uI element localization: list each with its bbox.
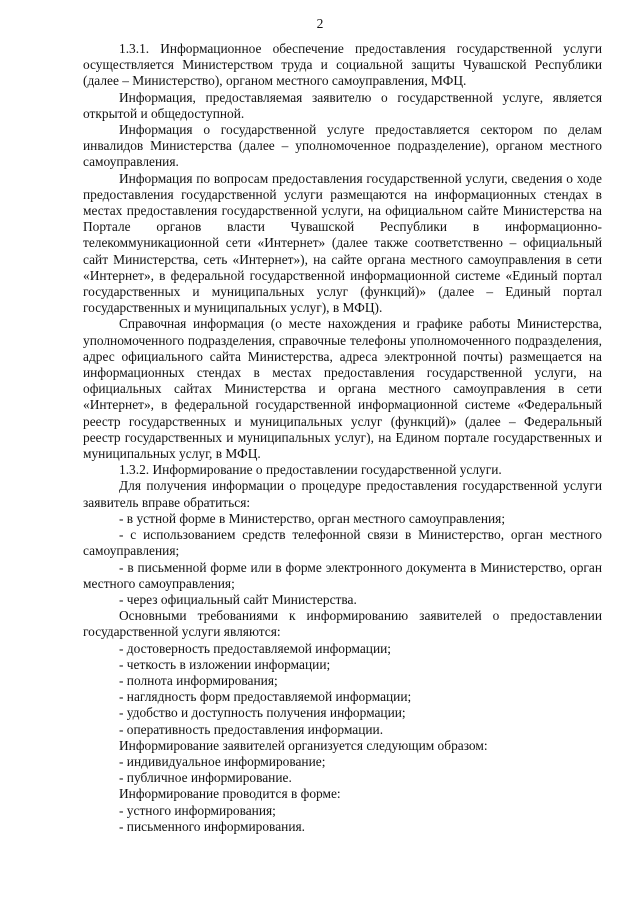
list-item: - четкость в изложении информации;	[119, 656, 331, 672]
paragraph-how-to-apply: Для получения информации о процедуре предоставления государственной услуги заявитель вправе обратиться:	[83, 478, 602, 510]
list-item: - индивидуальное информирование;	[119, 753, 326, 769]
paragraph-info-provider: Информация о государственной услуге предоставляется сектором по делам инвалидов Министерства (далее – уполномоченное подразделение), органом местного самоуправления.	[83, 122, 602, 170]
paragraph-reference-info: Справочная информация (о месте нахождения и графике работы Министерства, уполномоченного подразделения, справочные телефоны уполномоченного подразделения, адрес официального сайта Министерства, адреса электронной почты) размещается на информационных стендах в местах предоставления государственной услуги, на официальных сайтах Министерства и органа местного самоуправления в сети «Интернет», в федеральной государственной информационной системе «Федеральный реестр государственных и муниципальных услуг (функций)» (далее – Федеральный реестр государственных и муниципальных услуг), на Едином портале государственных и муниципальных услуг, в МФЦ.	[83, 316, 602, 462]
paragraph-form: Информирование проводится в форме:	[119, 786, 341, 802]
list-item: - письменного информирования.	[119, 818, 305, 834]
paragraph-organization: Информирование заявителей организуется следующим образом:	[119, 737, 488, 753]
list-item: - устного информирования;	[119, 802, 276, 818]
list-item: - достоверность предоставляемой информации;	[119, 640, 392, 656]
list-item: - удобство и доступность получения информации;	[119, 705, 406, 721]
paragraph-info-open: Информация, предоставляемая заявителю о государственной услуге, является открытой и общедоступной.	[83, 89, 602, 121]
paragraph-info-placement: Информация по вопросам предоставления государственной услуги, сведения о ходе предоставления государственной услуги размещаются на информационных стендах в местах предоставления государственной услуги, на официальном сайте Министерства на Портале органов власти Чувашской Республики в информационно-телекоммуникационной сети «Интернет» (далее также соответственно – официальный сайт Министерства, сеть «Интернет»), на сайте органа местного самоуправления в сети «Интернет», в федеральной государственной информационной системе «Единый портал государственных и муниципальных услуг (функций)» (далее – Единый портал государственных и муниципальных услуг), в МФЦ).	[83, 170, 602, 316]
list-item: - публичное информирование.	[119, 770, 292, 786]
list-item: - полнота информирования;	[119, 672, 278, 688]
list-item: - в письменной форме или в форме электронного документа в Министерство, орган местного самоуправления;	[83, 559, 602, 591]
paragraph-1-3-2: 1.3.2. Информирование о предоставлении государственной услуги.	[119, 462, 502, 478]
page-number: 2	[316, 16, 324, 31]
list-item: - наглядность форм предоставляемой информации;	[119, 689, 412, 705]
list-item: - через официальный сайт Министерства.	[119, 591, 357, 607]
list-item: - с использованием средств телефонной связи в Министерство, орган местного самоуправления;	[83, 527, 602, 559]
document-body	[83, 41, 602, 835]
list-item: - оперативность предоставления информации.	[119, 721, 384, 737]
list-item: - в устной форме в Министерство, орган местного самоуправления;	[119, 510, 506, 526]
paragraph-requirements: Основными требованиями к информированию заявителей о предоставлении государственной услуги являются:	[83, 608, 602, 640]
paragraph-1-3-1: 1.3.1. Информационное обеспечение предоставления государственной услуги осуществляется Министерством труда и социальной защиты Чувашской Республики (далее – Министерство), органом местного самоуправления, МФЦ.	[83, 41, 602, 89]
